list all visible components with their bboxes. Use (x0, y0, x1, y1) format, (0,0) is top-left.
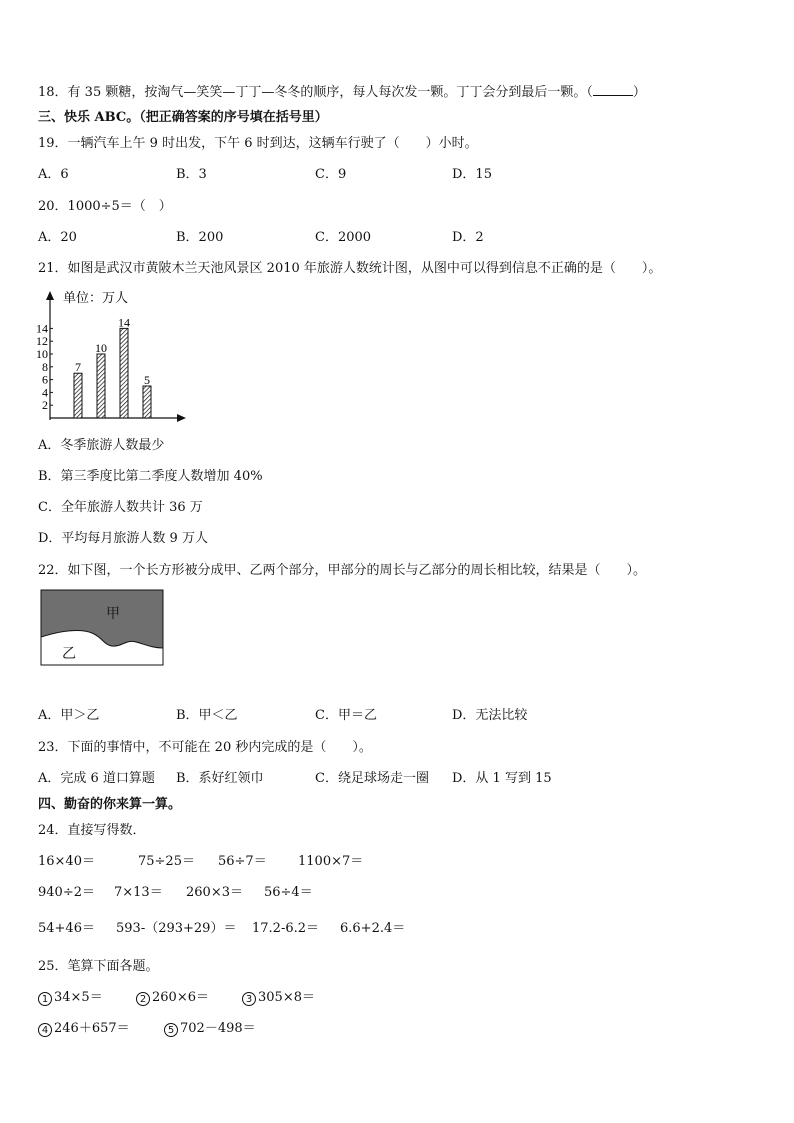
y-axis-arrow (46, 291, 54, 300)
calc-item: 6.6+2.4＝ (340, 921, 406, 936)
written-calc-item: 246＋657＝ (54, 1021, 130, 1036)
calc-item: 54+46＝ (38, 921, 95, 936)
q21-option-b[interactable]: B．第三季度比第二季度人数增加 40% (38, 469, 263, 484)
calc-item: 75÷25＝ (138, 854, 195, 869)
q23-option-b[interactable]: B．系好红领巾 (176, 771, 264, 786)
q20-option-c[interactable]: C．2000 (315, 230, 372, 245)
bar-1 (74, 373, 82, 418)
calc-row-3 (38, 921, 405, 937)
question-23: 23．下面的事情中，不可能在 20 秒内完成的是（ ）。 (38, 740, 372, 755)
q23-option-c[interactable]: C．绕足球场走一圈 (315, 771, 429, 786)
question-18: 18．有 35 颗糖，按淘气—笑笑—丁丁—冬冬的顺序，每人每次发一颗。丁丁会分到最后一颗。（ ） (38, 85, 646, 100)
bar-value-label: 7 (75, 360, 81, 375)
written-calc-item: 34×5＝ (54, 990, 103, 1005)
label-jia: 甲 (106, 607, 120, 622)
section-3-heading: 三、快乐 ABC。（把正确答案的序号填在括号里） (38, 110, 328, 125)
calc-item: 56÷7＝ (218, 854, 267, 869)
y-tick-label: 8 (42, 359, 48, 374)
section-4-heading: 四、勤奋的你来算一算。 (38, 797, 182, 812)
calc-row-1 (38, 854, 363, 870)
y-tick-label: 10 (36, 347, 48, 361)
question-25: 25．笔算下面各题。 (38, 959, 159, 974)
q19-option-c[interactable]: C．9 (315, 167, 347, 182)
q19-option-d[interactable]: D．15 (452, 167, 492, 182)
question-24: 24．直接写得数． (38, 823, 146, 838)
q20-option-d[interactable]: D．2 (452, 230, 484, 245)
question-19: 19．一辆汽车上午 9 时出发，下午 6 时到达，这辆车行驶了（ ）小时。 (38, 136, 478, 151)
question-22: 22．如下图，一个长方形被分成甲、乙两个部分，甲部分的周长与乙部分的周长相比较，结果是（ ）。 (38, 563, 647, 578)
calc-row-2 (38, 885, 313, 901)
label-yi: 乙 (62, 647, 76, 662)
y-tick-label: 4 (42, 385, 48, 400)
bar-value-label: 14 (118, 315, 130, 330)
q22-option-b[interactable]: B．甲＜乙 (176, 708, 238, 723)
rectangle-figure (40, 589, 166, 667)
q22-option-c[interactable]: C．甲＝乙 (315, 708, 377, 723)
q21-option-a[interactable]: A．冬季旅游人数最少 (38, 438, 165, 453)
calc-item: 940÷2＝ (38, 885, 95, 900)
calc-item: 56÷4＝ (264, 885, 313, 900)
q23-option-a[interactable]: A．完成 6 道口算题 (38, 771, 155, 786)
question-20: 20．1000÷5＝（ ） (38, 199, 172, 214)
q20-option-a[interactable]: A．20 (38, 230, 77, 245)
circled-number: 1 (38, 992, 52, 1006)
bar-4 (143, 386, 151, 418)
circled-number: 3 (242, 992, 256, 1006)
bar-value-label: 10 (95, 341, 107, 355)
circled-number: 5 (164, 1023, 178, 1037)
y-tick-label: 12 (36, 334, 48, 349)
bar-value-label: 5 (144, 373, 150, 387)
written-calc-item: 305×8＝ (258, 990, 315, 1005)
answer-blank[interactable] (593, 83, 633, 96)
q21-option-d[interactable]: D．平均每月旅游人数 9 万人 (38, 531, 208, 546)
calc-item: 17.2-6.2＝ (252, 921, 320, 936)
y-tick-label: 6 (42, 372, 48, 387)
calc-item: 593-（293+29）＝ (116, 921, 237, 936)
q22-option-d[interactable]: D．无法比较 (452, 708, 528, 723)
q21-option-c[interactable]: C．全年旅游人数共计 36 万 (38, 500, 203, 515)
chart-unit-label: 单位：万人 (63, 290, 129, 305)
q23-option-d[interactable]: D．从 1 写到 15 (452, 771, 552, 786)
question-21: 21．如图是武汉市黄陂木兰天池风景区 2010 年旅游人数统计图，从图中可以得到信息不正确的是（ ）。 (38, 261, 662, 276)
written-calc-item: 702－498＝ (180, 1021, 256, 1036)
calc-item: 260×3＝ (186, 885, 243, 900)
tourist-bar-chart (36, 288, 196, 428)
written-calc-row-2 (38, 1021, 256, 1037)
calc-item: 1100×7＝ (298, 854, 364, 869)
q19-option-b[interactable]: B．3 (176, 167, 207, 182)
y-tick-label: 2 (42, 398, 48, 413)
calc-item: 16×40＝ (38, 854, 95, 869)
written-calc-item: 260×6＝ (152, 990, 209, 1005)
calc-item: 7×13＝ (114, 885, 163, 900)
q19-option-a[interactable]: A．6 (38, 167, 69, 182)
x-axis-arrow (177, 414, 186, 422)
written-calc-row-1 (38, 990, 315, 1006)
circled-number: 2 (136, 992, 150, 1006)
circled-number: 4 (38, 1023, 52, 1037)
q20-option-b[interactable]: B．200 (176, 230, 224, 245)
bar-3 (120, 328, 128, 418)
bar-2 (97, 354, 105, 418)
y-tick-label: 14 (36, 321, 48, 336)
q22-option-a[interactable]: A．甲＞乙 (38, 708, 100, 723)
